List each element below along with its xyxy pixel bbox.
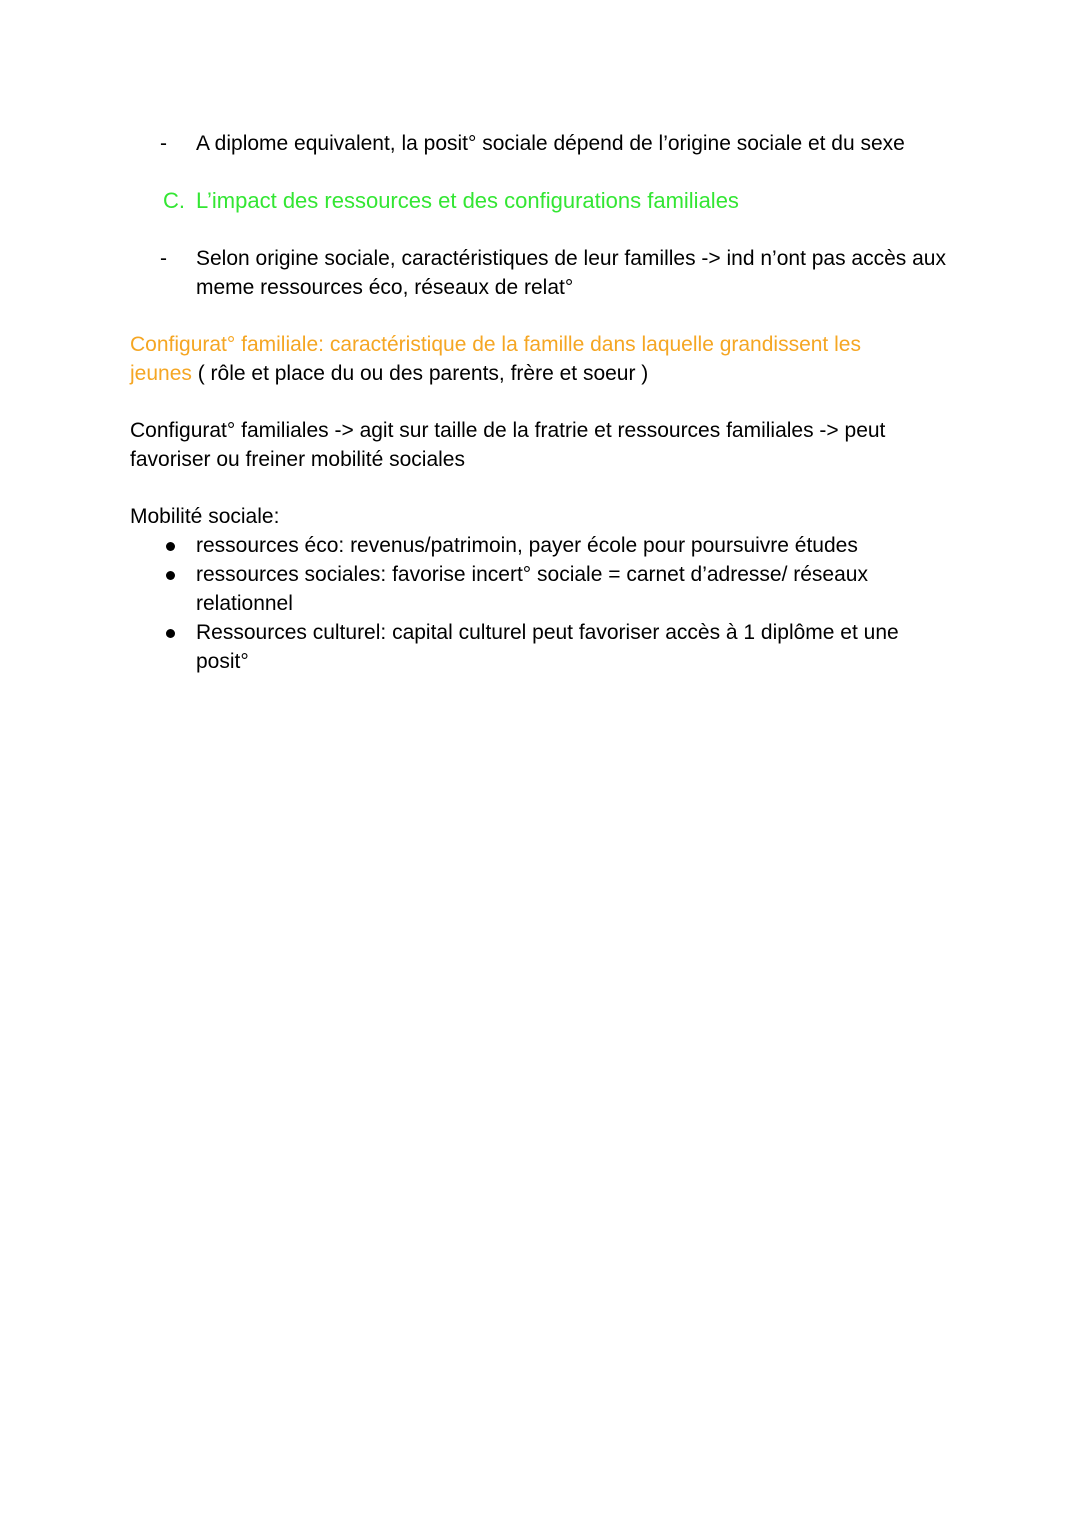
definition-term: Configurat° familiale: caractéristique de la famille dans laquelle grandissent les jeunes — [130, 333, 861, 385]
section-letter: C. — [163, 188, 185, 213]
section-title: L’impact des ressources et des configurations familiales — [196, 188, 739, 213]
definition-rest: ( rôle et place du ou des parents, frère et soeur ) — [191, 362, 649, 385]
section-heading — [163, 186, 739, 216]
mobilite-heading: Mobilité sociale: — [130, 505, 280, 528]
dash-item-text: A diplome equivalent, la posit° sociale dépend de l’origine sociale et du sexe — [196, 132, 905, 155]
bullet-list-item — [160, 618, 940, 676]
bullet-item-text: ressources éco: revenus/patrimoin, payer école pour poursuivre études — [196, 534, 858, 557]
mobilite-bullet-list — [160, 531, 940, 676]
dash-marker: - — [160, 132, 167, 155]
dash-marker: - — [160, 247, 167, 270]
bullet-icon — [166, 542, 175, 551]
dash-item-text: Selon origine sociale, caractéristiques de leur familles -> ind n’ont pas accès aux meme ressources éco, réseaux de relat° — [196, 247, 946, 299]
bullet-item-text: Ressources culturel: capital culturel peut favoriser accès à 1 diplôme et une posit° — [196, 621, 899, 673]
bullet-icon — [166, 629, 175, 638]
bullet-item-text: ressources sociales: favorise incert° sociale = carnet d’adresse/ réseaux relationnel — [196, 563, 868, 615]
bullet-list-item — [160, 531, 940, 560]
bullet-list-item — [160, 560, 940, 618]
configuration-paragraph: Configurat° familiales -> agit sur taille de la fratrie et ressources familiales -> peut favoriser ou freiner mobilité sociales — [130, 419, 886, 471]
bullet-icon — [166, 571, 175, 580]
definition-paragraph — [130, 330, 920, 388]
